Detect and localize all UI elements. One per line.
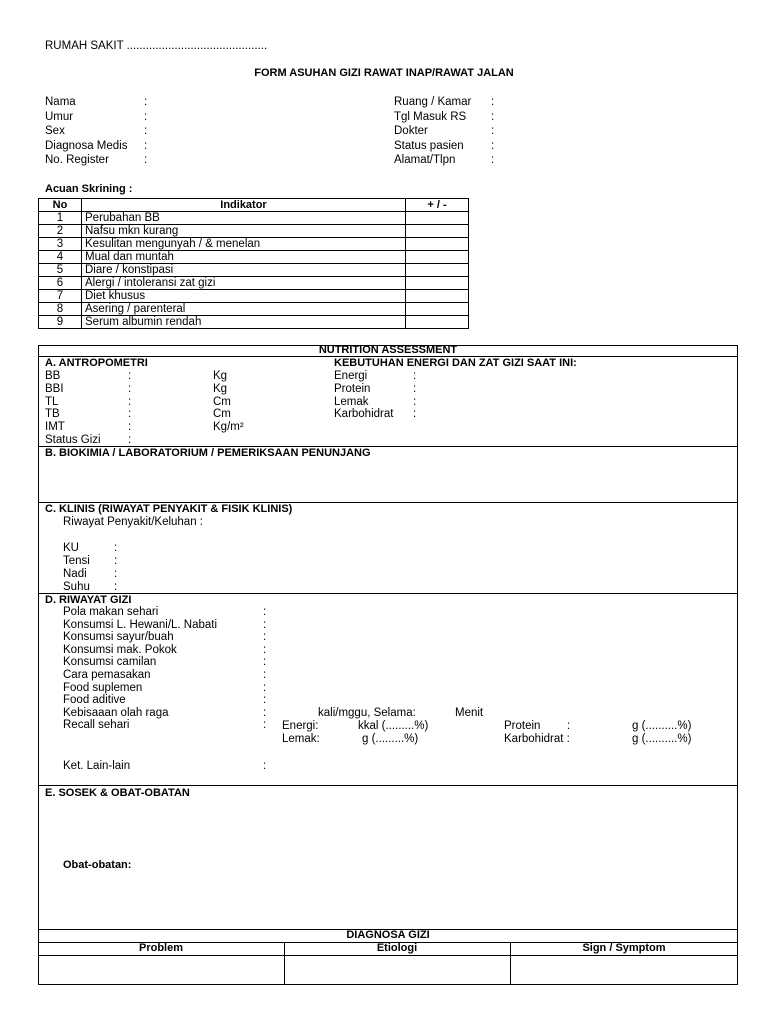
riwayat-gizi-label: Food aditive <box>63 694 126 707</box>
anthro-colon: : <box>128 395 132 408</box>
anthro-label: TL <box>45 395 59 408</box>
kebutuhan-colon: : <box>413 382 417 395</box>
riwayat-gizi-colon: : <box>263 643 267 656</box>
row-result-cell[interactable] <box>406 277 469 290</box>
riwayat-gizi-label: Konsumsi camilan <box>63 656 157 669</box>
table-row <box>39 264 469 277</box>
section-a-title: A. ANTROPOMETRI <box>45 357 148 369</box>
anthro-colon: : <box>128 370 132 382</box>
row-number: 1 <box>39 212 82 225</box>
kebutuhan-colon: : <box>413 395 417 408</box>
diagnosa-col-sign: Sign / Symptom <box>582 942 666 954</box>
patient-field-colon: : <box>491 96 495 108</box>
riwayat-gizi-label: Pola makan sehari <box>63 606 159 618</box>
kebutuhan-label: Lemak <box>334 395 369 408</box>
col-header-result: + / - <box>406 199 469 212</box>
table-row <box>39 225 469 238</box>
table-row <box>39 238 469 251</box>
riwayat-gizi-colon: : <box>263 618 267 631</box>
kebutuhan-title: KEBUTUHAN ENERGI DAN ZAT GIZI SAAT INI: <box>334 357 577 369</box>
patient-field-label: Diagnosa Medis <box>45 139 128 152</box>
row-result-cell[interactable] <box>406 290 469 303</box>
patient-field-colon: : <box>144 139 148 152</box>
olahraga-unit: Menit <box>455 707 484 719</box>
row-indikator: Alergi / intoleransi zat gizi <box>82 277 406 290</box>
patient-field-colon: : <box>491 154 495 166</box>
anthro-unit: Kg <box>213 382 228 395</box>
row-indikator: Perubahan BB <box>82 212 406 225</box>
recall-karbo: Karbohidrat : <box>504 733 570 745</box>
form-title: FORM ASUHAN GIZI RAWAT INAP/RAWAT JALAN <box>254 67 514 79</box>
klinis-label: KU <box>63 542 79 554</box>
section-e-title: E. SOSEK & OBAT-OBATAN <box>45 787 190 799</box>
row-indikator: Diare / konstipasi <box>82 264 406 277</box>
anthro-colon: : <box>128 382 132 395</box>
riwayat-gizi-label: Recall sehari <box>63 719 130 732</box>
divider <box>38 593 738 594</box>
riwayat-gizi-colon: : <box>263 706 267 719</box>
row-indikator: Asering / parenteral <box>82 303 406 316</box>
kebutuhan-colon: : <box>413 370 417 382</box>
klinis-colon: : <box>114 568 118 580</box>
anthro-label: TB <box>45 408 60 421</box>
recall-energi: Energi: <box>282 720 319 732</box>
row-result-cell[interactable] <box>406 238 469 251</box>
section-d-title: D. RIWAYAT GIZI <box>45 594 132 606</box>
riwayat-gizi-colon: : <box>263 681 267 694</box>
kebutuhan-colon: : <box>413 408 417 421</box>
row-number: 5 <box>39 264 82 277</box>
riwayat-gizi-colon: : <box>263 606 267 618</box>
row-result-cell[interactable] <box>406 212 469 225</box>
riwayat-gizi-colon: : <box>263 656 267 669</box>
row-indikator: Mual dan muntah <box>82 251 406 264</box>
patient-field-label: No. Register <box>45 154 109 166</box>
riwayat-gizi-label: Cara pemasakan <box>63 669 151 681</box>
patient-field-label: Dokter <box>394 125 428 137</box>
diagnosa-col-divider <box>510 942 511 984</box>
anthro-unit: Kg/m² <box>213 421 244 434</box>
riwayat-gizi-colon: : <box>263 631 267 644</box>
row-number: 9 <box>39 316 82 329</box>
anthro-colon: : <box>128 421 132 434</box>
diagnosa-col-etiologi: Etiologi <box>376 942 418 954</box>
hospital-name: RUMAH SAKIT ............................................ <box>45 40 268 52</box>
riwayat-gizi-label: Konsumsi sayur/buah <box>63 631 174 644</box>
row-result-cell[interactable] <box>406 225 469 238</box>
screening-label: Acuan Skrining : <box>45 183 133 195</box>
divider <box>38 955 738 956</box>
row-indikator: Kesulitan mengunyah / & menelan <box>82 238 406 251</box>
riwayat-gizi-colon: : <box>263 719 267 732</box>
col-header-indikator: Indikator <box>82 199 406 212</box>
patient-field-colon: : <box>491 110 495 123</box>
klinis-label: Suhu <box>63 581 90 593</box>
riwayat-gizi-label: Konsumsi L. Hewani/L. Nabati <box>63 618 218 631</box>
diagnosa-col-divider <box>284 942 285 984</box>
patient-field-label: Umur <box>45 110 74 123</box>
riwayat-penyakit-label: Riwayat Penyakit/Keluhan : <box>63 516 203 528</box>
riwayat-gizi-colon: : <box>263 669 267 681</box>
recall-protein-value: g (..........%) <box>632 720 692 732</box>
diagnosa-col-problem: Problem <box>138 942 183 954</box>
kebutuhan-label: Protein <box>334 382 371 395</box>
row-result-cell[interactable] <box>406 316 469 329</box>
klinis-label: Nadi <box>63 568 87 580</box>
table-row <box>39 212 469 225</box>
row-number: 4 <box>39 251 82 264</box>
divider <box>38 785 738 786</box>
anthro-unit: Kg <box>213 370 228 382</box>
diagnosa-title: DIAGNOSA GIZI <box>346 929 430 941</box>
row-number: 8 <box>39 303 82 316</box>
row-indikator: Diet khusus <box>82 290 406 303</box>
row-result-cell[interactable] <box>406 264 469 277</box>
anthro-label: BBI <box>45 382 64 395</box>
patient-field-colon: : <box>491 125 495 137</box>
anthro-unit: Cm <box>213 408 231 421</box>
row-result-cell[interactable] <box>406 303 469 316</box>
riwayat-gizi-colon: : <box>263 694 267 707</box>
olahraga-frequency: kali/mggu, Selama: <box>318 707 416 719</box>
assessment-title: NUTRITION ASSESSMENT <box>318 344 458 356</box>
table-row <box>39 277 469 290</box>
patient-field-colon: : <box>144 110 148 123</box>
col-header-no: No <box>39 199 82 212</box>
table-row <box>39 290 469 303</box>
ket-lain-colon: : <box>263 760 267 772</box>
patient-field-label: Sex <box>45 125 65 137</box>
row-number: 2 <box>39 225 82 238</box>
anthro-unit: Cm <box>213 395 231 408</box>
recall-lemak-value: g (.........%) <box>362 733 419 745</box>
obat-label: Obat-obatan: <box>63 859 132 871</box>
recall-protein-colon: : <box>567 720 571 732</box>
patient-field-label: Nama <box>45 96 76 108</box>
riwayat-gizi-label: Konsumsi mak. Pokok <box>63 643 177 656</box>
patient-field-label: Ruang / Kamar <box>394 96 472 108</box>
anthro-label: IMT <box>45 421 65 434</box>
row-indikator: Serum albumin rendah <box>82 316 406 329</box>
row-result-cell[interactable] <box>406 251 469 264</box>
recall-protein: Protein <box>504 720 541 732</box>
patient-field-label: Alamat/Tlpn <box>394 154 456 166</box>
kebutuhan-label: Energi <box>334 370 368 382</box>
section-b-title: B. BIOKIMIA / LABORATORIUM / PEMERIKSAAN PENUNJANG <box>45 447 371 459</box>
recall-lemak: Lemak: <box>282 733 320 745</box>
klinis-colon: : <box>114 581 118 593</box>
recall-karbo-value: g (..........%) <box>632 733 692 745</box>
row-number: 3 <box>39 238 82 251</box>
patient-field-label: Tgl Masuk RS <box>394 110 467 123</box>
row-number: 7 <box>39 290 82 303</box>
anthro-label: Status Gizi <box>45 434 101 446</box>
riwayat-gizi-label: Kebisaaan olah raga <box>63 706 169 719</box>
anthro-label: BB <box>45 370 61 382</box>
ket-lain-label: Ket. Lain-lain <box>63 760 131 772</box>
patient-field-colon: : <box>144 96 148 108</box>
screening-table <box>38 198 469 329</box>
anthro-colon: : <box>128 434 132 446</box>
table-row <box>39 251 469 264</box>
patient-field-colon: : <box>491 139 495 152</box>
klinis-label: Tensi <box>63 555 90 567</box>
row-number: 6 <box>39 277 82 290</box>
riwayat-gizi-label: Food suplemen <box>63 681 143 694</box>
row-indikator: Nafsu mkn kurang <box>82 225 406 238</box>
table-row <box>39 303 469 316</box>
patient-field-label: Status pasien <box>394 139 464 152</box>
patient-field-colon: : <box>144 154 148 166</box>
klinis-colon: : <box>114 542 118 554</box>
anthro-colon: : <box>128 408 132 421</box>
section-c-title: C. KLINIS (RIWAYAT PENYAKIT & FISIK KLINIS) <box>45 503 293 515</box>
table-row <box>39 316 469 329</box>
patient-field-colon: : <box>144 125 148 137</box>
kebutuhan-label: Karbohidrat <box>334 408 394 421</box>
recall-energi-value: kkal (.........%) <box>358 720 429 732</box>
klinis-colon: : <box>114 555 118 567</box>
